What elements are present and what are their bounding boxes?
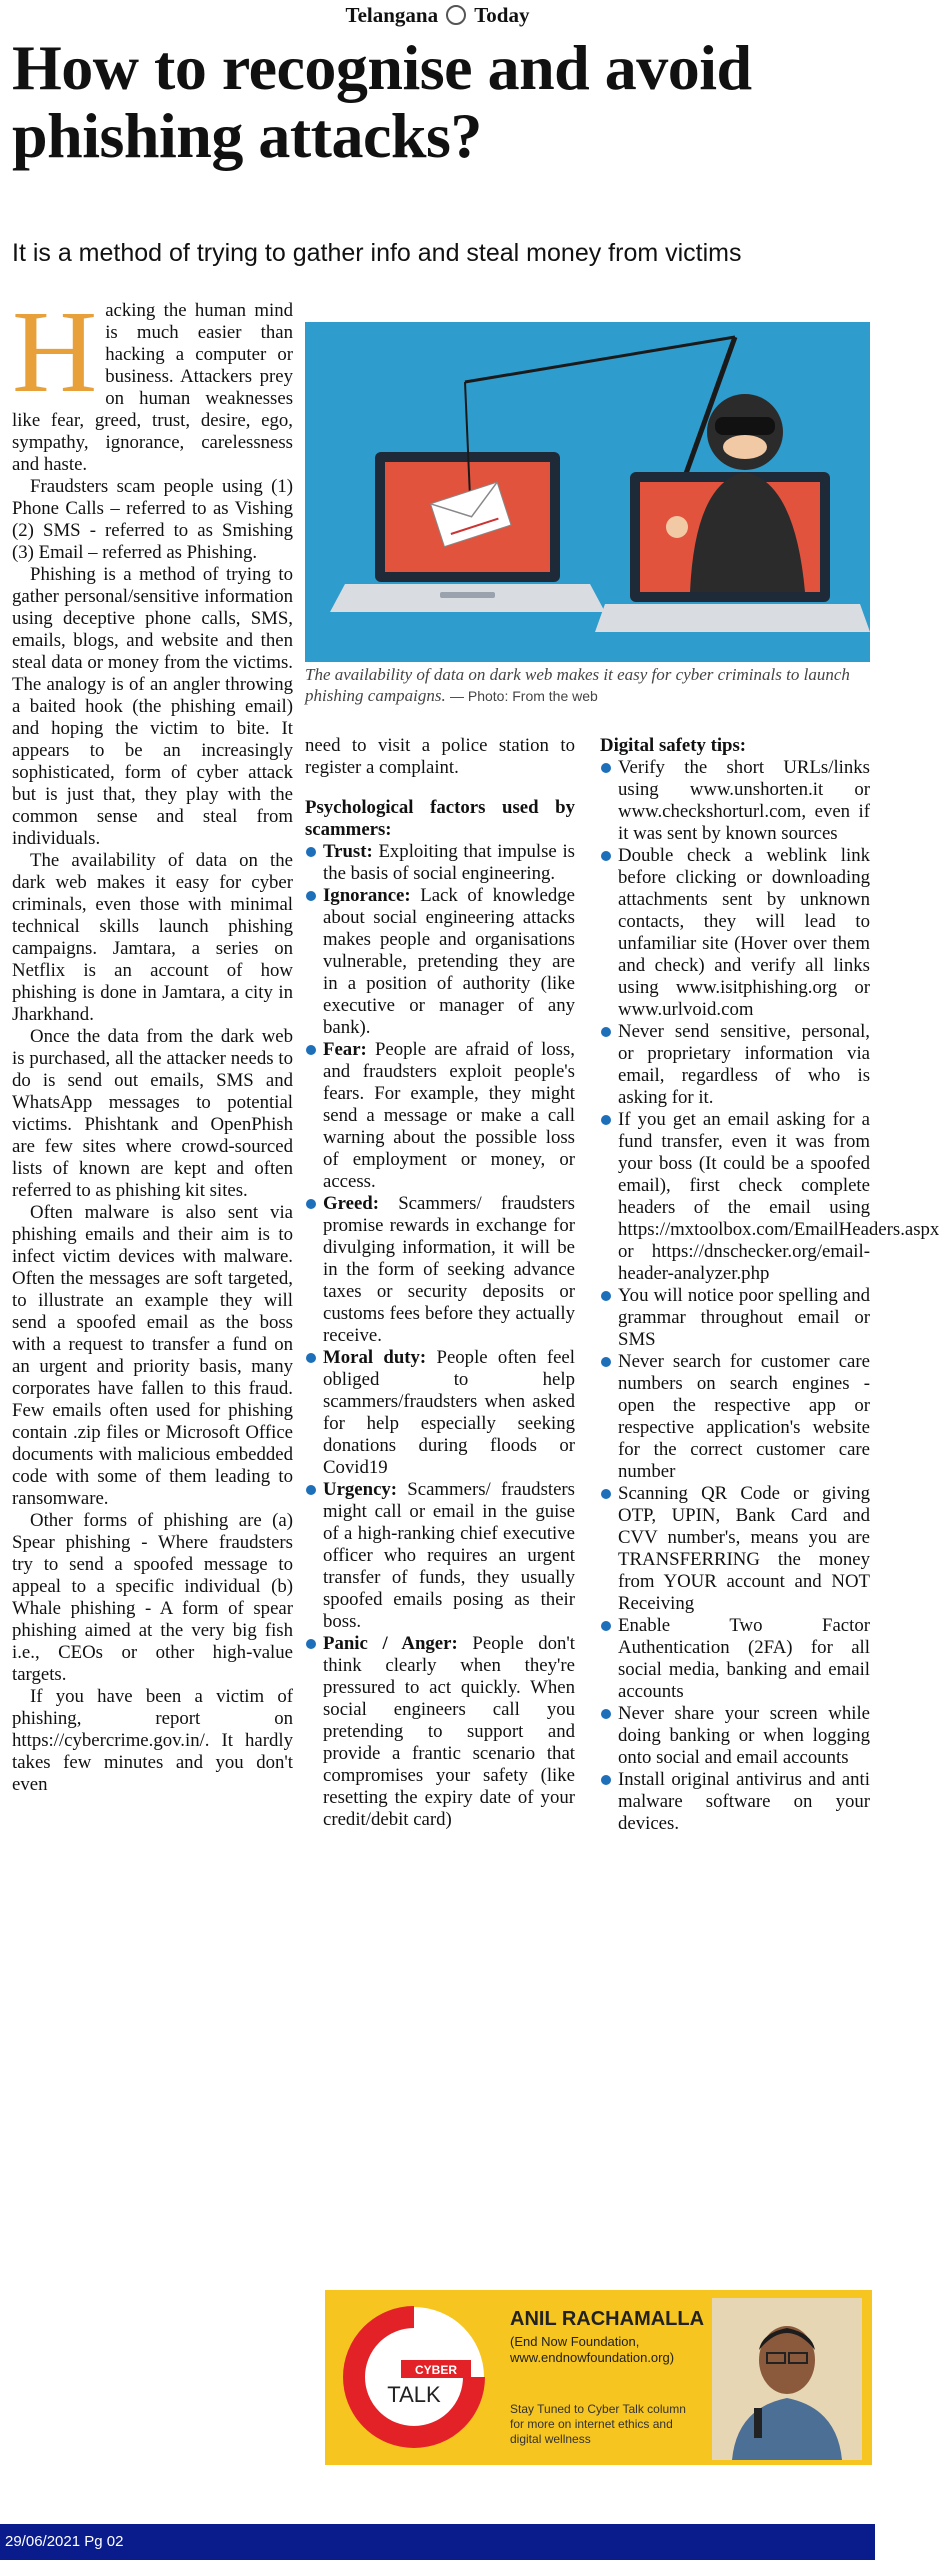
article-column-2 (305, 735, 575, 1831)
tip-text: Never share your screen while doing banking or when logging onto social and email accounts (618, 1703, 870, 1768)
bullet-icon (601, 1357, 611, 1367)
article-column-1 (12, 286, 293, 1796)
list-item (600, 1109, 939, 1285)
list-item (305, 1347, 575, 1479)
list-item (600, 1021, 870, 1109)
paragraph: Other forms of phishing are (a) Spear phishing - Where fraudsters try to send a spoofed message to appeal to a specific individual (b) Whale phishing - A form of spear phishing aimed at the very big fish i.e., CEOs or other high-value targets. (12, 1510, 293, 1685)
photo-credit: — Photo: From the web (449, 688, 598, 704)
cyber-talk-box (325, 2290, 872, 2465)
phishing-illustration-icon (305, 322, 870, 662)
headline: How to recognise and avoid phishing attacks? (12, 32, 752, 171)
list-item (600, 1483, 870, 1615)
factor-term: Urgency: (323, 1479, 398, 1500)
list-item (305, 885, 575, 1039)
author-org (510, 2334, 690, 2366)
list-item (600, 1769, 870, 1835)
bullet-icon (306, 1199, 316, 1209)
masthead (0, 0, 875, 30)
tip-text: If you get an email asking for a fund transfer, even it was from your boss (It could be a spoofed email), first check complete headers of the email using https://mxtoolbox.com/EmailHeaders.aspx or https://dnschecker.org/email-header-analyzer.php (618, 1109, 939, 1284)
bullet-icon (601, 763, 611, 773)
bullet-icon (601, 1489, 611, 1499)
bullet-icon (306, 891, 316, 901)
factor-term: Panic / Anger: (323, 1633, 458, 1654)
factor-text: Exploiting that impulse is the basis of social engineering. (323, 841, 575, 884)
list-item (600, 757, 870, 845)
author-photo (712, 2298, 862, 2460)
tip-text: Double check a weblink link before clicking or downloading attachments sent by unknown contacts, they will lead to unfamiliar site (Hover over them and check) and verify all links using www.isitphishing.org or www.urlvoid.com (618, 845, 870, 1020)
bullet-icon (601, 1621, 611, 1631)
bullet-icon (306, 847, 316, 857)
logo-top-text: CYBER (414, 2363, 458, 2377)
author-org-line: (End Now Foundation, (510, 2334, 640, 2349)
bullet-icon (306, 1353, 316, 1363)
list-item (600, 1285, 870, 1351)
list-item (305, 1633, 575, 1831)
factor-text: People don't think clearly when they're pressured to act quickly. When social engineers call you pretending to support and provide a frantic scenario that compromises your safety (like resetting the expiry date of your credit/debit card) (323, 1633, 575, 1830)
drop-cap: H (12, 286, 98, 417)
bullet-icon (306, 1485, 316, 1495)
column-tagline: Stay Tuned to Cyber Talk column for more on internet ethics and digital wellness (510, 2402, 686, 2446)
bullet-icon (601, 1775, 611, 1785)
tip-text: Enable Two Factor Authentication (2FA) for all social media, banking and email accounts (618, 1615, 870, 1702)
paragraph: The availability of data on the dark web makes it easy for cyber criminals, even those with minimal technical skills launch phishing campaigns. Jamtara, a series on Netflix is an account of how phishing is done in Jamtara, a city in Jharkhand. (12, 850, 293, 1025)
factor-text: Lack of knowledge about social engineering attacks makes people and organisations vulnerable, pretending they are in a position of authority (like executive or manager of any bank). (323, 885, 575, 1038)
paragraph: acking the human mind is much easier than hacking a computer or business. Attackers prey on human weaknesses like fear, greed, trust, desire, ego, sympathy, ignorance, carelessness and haste. (12, 300, 293, 475)
factor-term: Trust: (323, 841, 373, 862)
emblem-icon (446, 5, 466, 25)
article-column-3 (600, 735, 939, 1835)
tip-text: Install original antivirus and anti malware software on your devices. (618, 1769, 870, 1834)
author-name: ANIL RACHAMALLA (510, 2308, 705, 2330)
masthead-right: Today (474, 3, 530, 27)
tip-text: Scanning QR Code or giving OTP, UPIN, Bank Card and CVV number's, means you are TRANSFERRING the money from YOUR account and NOT Receiving (618, 1483, 870, 1614)
paragraph: Often malware is also sent via phishing emails and their aim is to infect victim devices with malware. Often the messages are soft targeted, to illustrate an example they will send a spoofed email as the boss with a request to transfer a fund on an urgent and priority basis, many corporates have fallen to this fraud. Few emails often used for phishing contain .zip files or Microsoft Office documents with malicious embedded code with some of them leading to ransomware. (12, 1202, 293, 1509)
factor-term: Fear: (323, 1039, 367, 1060)
list-item (600, 1615, 870, 1703)
page-footer: 29/06/2021 Pg 02 (0, 2524, 875, 2560)
bullet-icon (601, 1115, 611, 1125)
logo-bottom-text: TALK (387, 2382, 441, 2407)
cyber-talk-logo-icon (339, 2302, 489, 2452)
list-item (600, 1351, 870, 1483)
list-item (305, 1193, 575, 1347)
section-heading: Digital safety tips: (600, 735, 747, 756)
paragraph: Fraudsters scam people using (1) Phone Calls – referred to as Vishing (2) SMS - referred to as Smishing (3) Email – referred as Phishing. (12, 476, 293, 563)
factor-term: Ignorance: (323, 885, 411, 906)
caption-text: The availability of data on dark web makes it easy for cyber criminals to launch phishing campaigns. (305, 665, 850, 705)
paragraph: If you have been a victim of phishing, report on https://cybercrime.gov.in/. It hardly takes few minutes and you don't even (12, 1686, 293, 1795)
bullet-icon (601, 1709, 611, 1719)
bullet-icon (601, 851, 611, 861)
phishing-illustration (305, 322, 870, 662)
list-item (305, 1039, 575, 1193)
tip-text: Verify the short URLs/links using www.unshorten.it or www.checkshorturl.com, even if it was sent by known sources (618, 757, 870, 844)
tip-text: Never send sensitive, personal, or proprietary information via email, regardless of who is asking for it. (618, 1021, 870, 1108)
psychological-factors-list (305, 841, 575, 1831)
paragraph: Phishing is a method of trying to gather personal/sensitive information using deceptive phone calls, SMS, emails, blogs, and website and then steal data or money from the victims. The analogy is of an angler throwing a baited hook (the phishing email) and hoping the victim to bite. It appears to be an increasingly sophisticated, form of cyber attack but is just that, they play with the common sense and steal from individuals. (12, 564, 293, 849)
paragraph: need to visit a police station to register a complaint. (305, 735, 575, 778)
bullet-icon (601, 1291, 611, 1301)
bullet-icon (306, 1045, 316, 1055)
factor-term: Greed: (323, 1193, 379, 1214)
bullet-icon (601, 1027, 611, 1037)
list-item (305, 841, 575, 885)
list-item (305, 1479, 575, 1633)
factor-text: People are afraid of loss, and fraudsters exploit people's fears. For example, they might send a message or make a call warning about the possible loss of employment or money, or access. (323, 1039, 575, 1192)
subheadline: It is a method of trying to gather info and steal money from victims (12, 239, 742, 267)
section-heading: Psychological factors used by scammers: (305, 797, 575, 840)
tip-text: Never search for customer care numbers on search engines - open the respective app or respective application's website for the correct customer care number (618, 1351, 870, 1482)
paragraph: Once the data from the dark web is purchased, all the attacker needs to do is send out emails, SMS and WhatsApp messages to potential victims. Phishtank and OpenPhish are few sites where crowd-sourced lists of known are kept and often referred to as phishing kit sites. (12, 1026, 293, 1201)
list-item (600, 1703, 870, 1769)
photo-caption (305, 664, 870, 707)
factor-text: Scammers/ fraudsters promise rewards in exchange for divulging information, it will be in the form of seeking advance taxes or security deposits or customs fees before they actually receive. (323, 1193, 575, 1346)
list-item (600, 845, 870, 1021)
factor-text: People often feel obliged to help scammers/fraudsters when asked for help especially seeking donations during floods or Covid19 (323, 1347, 575, 1478)
safety-tips-list (600, 757, 939, 1835)
masthead-left: Telangana (345, 3, 439, 27)
tip-text: You will notice poor spelling and grammar throughout email or SMS (618, 1285, 870, 1350)
author-org-line: www.endnowfoundation.org) (510, 2350, 675, 2365)
factor-text: Scammers/ fraudsters might call or email in the guise of a high-ranking chief executive officer who requires an urgent transfer of funds, they usually spoofed emails posing as their boss. (323, 1479, 575, 1632)
factor-term: Moral duty: (323, 1347, 427, 1368)
bullet-icon (306, 1639, 316, 1649)
